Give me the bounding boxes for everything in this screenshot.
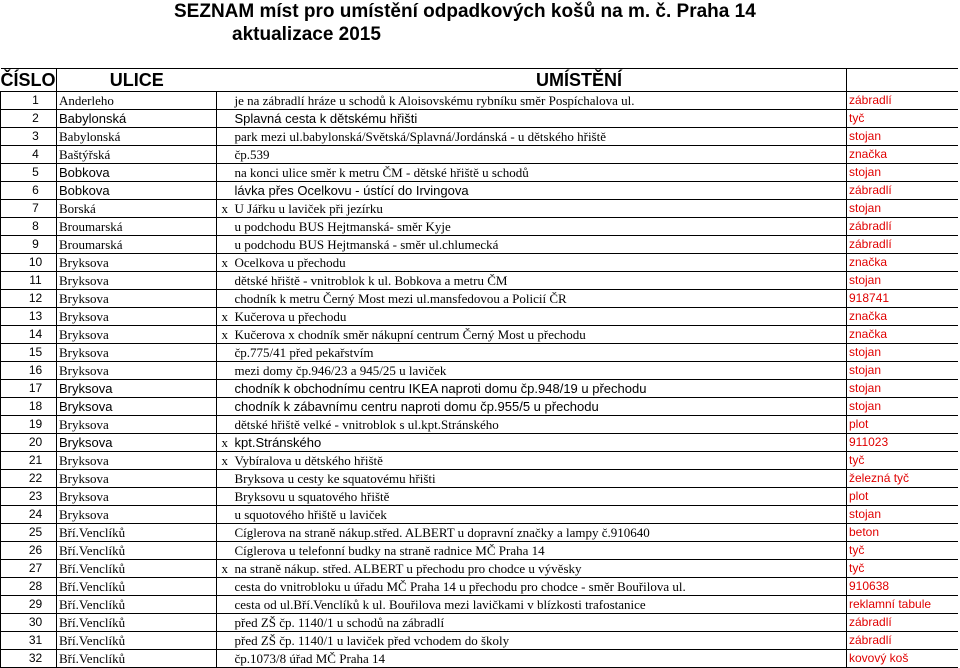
row-x-mark (217, 398, 233, 416)
table-row (1, 578, 958, 596)
row-location: cesta do vnitrobloku u úřadu MČ Praha 14 u přechodu pro chodce - směr Bouřilova ul. (233, 578, 847, 596)
row-number: 27 (1, 560, 57, 578)
row-x-mark (217, 164, 233, 182)
row-number: 18 (1, 398, 57, 416)
row-location: Ocelkova u přechodu (233, 254, 847, 272)
row-street: Bobkova (57, 182, 217, 200)
row-fixture-type: zábradlí (847, 182, 958, 200)
table-row (1, 290, 958, 308)
row-location: park mezi ul.babylonská/Světská/Splavná/Jordánská - u dětského hřiště (233, 128, 847, 146)
row-x-mark: x (217, 434, 233, 452)
header-umisteni: UMÍSTĚNÍ (233, 69, 847, 92)
row-x-mark (217, 488, 233, 506)
row-street: Babylonská (57, 110, 217, 128)
row-fixture-type: značka (847, 254, 958, 272)
row-x-mark (217, 272, 233, 290)
row-fixture-type: stojan (847, 506, 958, 524)
row-location: Kučerova u přechodu (233, 308, 847, 326)
row-number: 2 (1, 110, 57, 128)
row-fixture-type: 918741 (847, 290, 958, 308)
row-street: Bryksova (57, 254, 217, 272)
row-number: 3 (1, 128, 57, 146)
row-number: 30 (1, 614, 57, 632)
row-fixture-type: zábradlí (847, 218, 958, 236)
table-row (1, 524, 958, 542)
row-location: čp.539 (233, 146, 847, 164)
row-street: Bří.Venclíků (57, 614, 217, 632)
row-street: Bryksova (57, 326, 217, 344)
row-street: Bryksova (57, 416, 217, 434)
row-street: Bryksova (57, 308, 217, 326)
row-location: cesta od ul.Bří.Venclíků k ul. Bouřilova mezi lavičkami v blízkosti trafostanice (233, 596, 847, 614)
row-location: dětské hřiště - vnitroblok k ul. Bobkova a metru ČM (233, 272, 847, 290)
row-location: chodník k obchodnímu centru IKEA naproti domu čp.948/19 u přechodu (233, 380, 847, 398)
table-row (1, 200, 958, 218)
row-location: Cíglerova u telefonní budky na straně radnice MČ Praha 14 (233, 542, 847, 560)
row-number: 11 (1, 272, 57, 290)
table-row (1, 128, 958, 146)
row-street: Bří.Venclíků (57, 542, 217, 560)
row-location: Splavná cesta k dětskému hřišti (233, 110, 847, 128)
table-row (1, 434, 958, 452)
row-street: Bří.Venclíků (57, 524, 217, 542)
header-type-column (847, 69, 958, 92)
row-x-mark (217, 380, 233, 398)
row-street: Bryksova (57, 290, 217, 308)
page-subtitle: aktualizace 2015 (232, 24, 381, 45)
row-number: 13 (1, 308, 57, 326)
header-row (1, 69, 958, 92)
row-fixture-type: reklamní tabule (847, 596, 958, 614)
row-street: Baštýřská (57, 146, 217, 164)
row-fixture-type: stojan (847, 398, 958, 416)
row-number: 32 (1, 650, 57, 668)
row-fixture-type: zábradlí (847, 632, 958, 650)
row-location: na straně nákup. střed. ALBERT u přechodu pro chodce u vývěsky (233, 560, 847, 578)
table-row (1, 92, 958, 110)
table-row (1, 254, 958, 272)
row-number: 10 (1, 254, 57, 272)
row-x-mark (217, 344, 233, 362)
row-fixture-type: tyč (847, 452, 958, 470)
row-location: na konci ulice směr k metru ČM - dětské hřiště u schodů (233, 164, 847, 182)
row-number: 23 (1, 488, 57, 506)
row-fixture-type: železná tyč (847, 470, 958, 488)
row-location: Bryksova u cesty ke squatovému hřišti (233, 470, 847, 488)
row-street: Bří.Venclíků (57, 560, 217, 578)
row-street: Bryksova (57, 362, 217, 380)
row-fixture-type: 910638 (847, 578, 958, 596)
table-row (1, 470, 958, 488)
table-row (1, 488, 958, 506)
row-x-mark: x (217, 200, 233, 218)
header-cislo: ČÍSLO (0, 69, 56, 90)
row-x-mark: x (217, 326, 233, 344)
row-location: před ZŠ čp. 1140/1 u schodů na zábradlí (233, 614, 847, 632)
row-x-mark (217, 524, 233, 542)
row-street: Bryksova (57, 488, 217, 506)
row-street: Borská (57, 200, 217, 218)
row-street: Bryksova (57, 452, 217, 470)
row-number: 16 (1, 362, 57, 380)
bins-table (0, 68, 958, 668)
row-x-mark: x (217, 452, 233, 470)
row-number: 9 (1, 236, 57, 254)
table-row (1, 344, 958, 362)
row-street: Bří.Venclíků (57, 650, 217, 668)
row-street: Bryksova (57, 380, 217, 398)
row-street: Bří.Venclíků (57, 632, 217, 650)
row-fixture-type: 911023 (847, 434, 958, 452)
table-row (1, 236, 958, 254)
row-number: 25 (1, 524, 57, 542)
row-fixture-type: značka (847, 146, 958, 164)
header-x-column (217, 69, 233, 92)
row-street: Bobkova (57, 164, 217, 182)
row-x-mark (217, 218, 233, 236)
row-location: čp.1073/8 úřad MČ Praha 14 (233, 650, 847, 668)
row-location: před ZŠ čp. 1140/1 u laviček před vchodem do školy (233, 632, 847, 650)
row-location: u podchodu BUS Hejtmanská- směr Kyje (233, 218, 847, 236)
row-fixture-type: plot (847, 416, 958, 434)
row-x-mark (217, 650, 233, 668)
row-number: 5 (1, 164, 57, 182)
row-number: 24 (1, 506, 57, 524)
row-fixture-type: stojan (847, 380, 958, 398)
row-number: 28 (1, 578, 57, 596)
table-row (1, 218, 958, 236)
row-x-mark (217, 110, 233, 128)
row-street: Babylonská (57, 128, 217, 146)
table-row (1, 308, 958, 326)
row-x-mark: x (217, 308, 233, 326)
row-x-mark (217, 506, 233, 524)
row-fixture-type: tyč (847, 560, 958, 578)
table-row (1, 362, 958, 380)
row-number: 15 (1, 344, 57, 362)
row-number: 6 (1, 182, 57, 200)
table-row (1, 182, 958, 200)
header-ulice: ULICE (57, 69, 217, 92)
row-fixture-type: značka (847, 308, 958, 326)
row-number: 17 (1, 380, 57, 398)
table-row (1, 416, 958, 434)
row-street: Bryksova (57, 470, 217, 488)
row-x-mark (217, 416, 233, 434)
row-number: 4 (1, 146, 57, 164)
row-number: 22 (1, 470, 57, 488)
row-number: 12 (1, 290, 57, 308)
row-location: u squotového hřiště u laviček (233, 506, 847, 524)
row-fixture-type: stojan (847, 362, 958, 380)
row-x-mark: x (217, 560, 233, 578)
row-fixture-type: stojan (847, 272, 958, 290)
table-row (1, 164, 958, 182)
row-number: 29 (1, 596, 57, 614)
row-street: Bryksova (57, 272, 217, 290)
table-row (1, 326, 958, 344)
row-number: 14 (1, 326, 57, 344)
row-x-mark (217, 632, 233, 650)
row-street: Bří.Venclíků (57, 596, 217, 614)
row-location: Cíglerova na straně nákup.střed. ALBERT u dopravní značky a lampy č.910640 (233, 524, 847, 542)
page-title: SEZNAM míst pro umístění odpadkových košů na m. č. Praha 14 (174, 1, 756, 22)
row-location: chodník k zábavnímu centru naproti domu čp.955/5 u přechodu (233, 398, 847, 416)
row-x-mark (217, 614, 233, 632)
row-x-mark (217, 182, 233, 200)
row-location: Kučerova x chodník směr nákupní centrum Černý Most u přechodu (233, 326, 847, 344)
row-x-mark (217, 128, 233, 146)
row-street: Bryksova (57, 434, 217, 452)
row-fixture-type: tyč (847, 542, 958, 560)
row-location: U Jářku u laviček při jezírku (233, 200, 847, 218)
row-x-mark: x (217, 254, 233, 272)
table-row (1, 596, 958, 614)
row-location: mezi domy čp.946/23 a 945/25 u laviček (233, 362, 847, 380)
row-fixture-type: stojan (847, 200, 958, 218)
table-row (1, 110, 958, 128)
table-row (1, 542, 958, 560)
row-location: chodník k metru Černý Most mezi ul.mansfedovou a Policií ČR (233, 290, 847, 308)
row-x-mark (217, 470, 233, 488)
row-street: Bryksova (57, 506, 217, 524)
table-row (1, 146, 958, 164)
table-row (1, 272, 958, 290)
row-fixture-type: kovový koš (847, 650, 958, 668)
row-street: Broumarská (57, 218, 217, 236)
row-fixture-type: tyč (847, 110, 958, 128)
row-x-mark (217, 146, 233, 164)
row-street: Anderleho (57, 92, 217, 110)
row-location: kpt.Stránského (233, 434, 847, 452)
row-x-mark (217, 92, 233, 110)
row-location: u podchodu BUS Hejtmanská - směr ul.chlumecká (233, 236, 847, 254)
row-location: dětské hřiště velké - vnitroblok s ul.kpt.Stránského (233, 416, 847, 434)
row-number: 21 (1, 452, 57, 470)
row-location: Bryksovu u squatového hřiště (233, 488, 847, 506)
row-fixture-type: beton (847, 524, 958, 542)
row-number: 7 (1, 200, 57, 218)
row-number: 31 (1, 632, 57, 650)
row-number: 19 (1, 416, 57, 434)
row-street: Broumarská (57, 236, 217, 254)
table-row (1, 560, 958, 578)
table-row (1, 380, 958, 398)
table-row (1, 650, 958, 668)
table-row (1, 398, 958, 416)
row-x-mark (217, 596, 233, 614)
row-fixture-type: stojan (847, 344, 958, 362)
row-fixture-type: plot (847, 488, 958, 506)
row-location: lávka přes Ocelkovu - ústící do Irvingova (233, 182, 847, 200)
row-x-mark (217, 578, 233, 596)
row-location: čp.775/41 před pekařstvím (233, 344, 847, 362)
row-number: 26 (1, 542, 57, 560)
row-fixture-type: zábradlí (847, 236, 958, 254)
row-street: Bryksova (57, 398, 217, 416)
row-street: Bryksova (57, 344, 217, 362)
row-x-mark (217, 236, 233, 254)
row-fixture-type: stojan (847, 164, 958, 182)
row-fixture-type: značka (847, 326, 958, 344)
row-number: 8 (1, 218, 57, 236)
table-row (1, 632, 958, 650)
table-row (1, 452, 958, 470)
row-fixture-type: zábradlí (847, 92, 958, 110)
row-x-mark (217, 290, 233, 308)
row-number: 1 (1, 92, 57, 110)
row-fixture-type: stojan (847, 128, 958, 146)
row-number: 20 (1, 434, 57, 452)
table-row (1, 506, 958, 524)
row-location: je na zábradlí hráze u schodů k Aloisovskému rybníku směr Pospíchalova ul. (233, 92, 847, 110)
table-row (1, 614, 958, 632)
row-fixture-type: zábradlí (847, 614, 958, 632)
row-street: Bří.Venclíků (57, 578, 217, 596)
row-x-mark (217, 542, 233, 560)
row-location: Vybíralova u dětského hřiště (233, 452, 847, 470)
row-x-mark (217, 362, 233, 380)
